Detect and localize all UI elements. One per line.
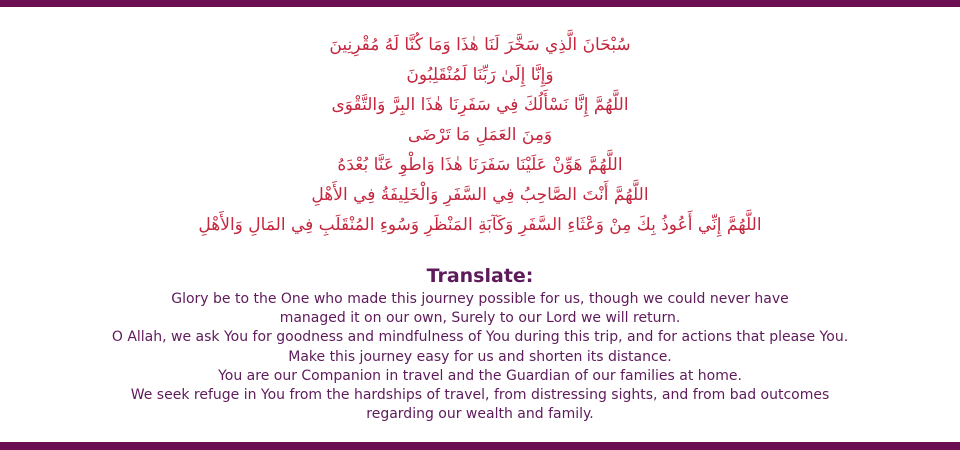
translation-line: O Allah, we ask You for goodness and mindfulness of You during this trip, and for actions that please You. <box>111 329 849 346</box>
arabic-line: اللَّهُمَّ أَنْتَ الصَّاحِبُ فِي السَّفَرِ وَالْخَلِيفَةُ فِي الأَهْلِ <box>311 185 649 205</box>
arabic-line: سُبْحَانَ الَّذِي سَخَّرَ لَنَا هٰذَا وَمَا كُنَّا لَهُ مُقْرِنِينَ <box>329 35 631 55</box>
arabic-dua-text <box>0 30 960 240</box>
translation-line: You are our Companion in travel and the Guardian of our families at home. <box>218 367 742 384</box>
arabic-line: وَإِنَّا إِلَىٰ رَبِّنَا لَمُنْقَلِبُونَ <box>406 65 554 85</box>
translation-line: Glory be to the One who made this journey possible for us, though we could never have <box>171 291 789 307</box>
translation-line: regarding our wealth and family. <box>366 406 594 423</box>
translation-line: managed it on our own, Surely to our Lord we will return. <box>279 310 681 327</box>
bottom-border-bar <box>0 442 960 450</box>
translation-text <box>0 290 960 424</box>
arabic-line: اللَّهُمَّ هَوِّنْ عَلَيْنَا سَفَرَنَا هٰذَا وَاطْوِ عَنَّا بُعْدَهُ <box>337 155 623 175</box>
arabic-line: اللَّهُمَّ إِنِّي أَعُوذُ بِكَ مِنْ وَعْثَاءِ السَّفَرِ وَكَآبَةِ المَنْظَرِ وَسُوءِ المُنْقَلَبِ فِي المَالِ وَالأَهْلِ <box>198 215 762 235</box>
arabic-line: اللَّهُمَّ إِنَّا نَسْأَلُكَ فِي سَفَرِنَا هٰذَا البِرَّ وَالتَّقْوَى <box>331 95 629 115</box>
translate-heading: Translate: <box>426 265 534 287</box>
top-border-bar <box>0 0 960 7</box>
translation-line: Make this journey easy for us and shorten its distance. <box>288 348 672 365</box>
translation-line: We seek refuge in You from the hardships of travel, from distressing sights, and from bad outcomes <box>130 386 830 403</box>
arabic-line: وَمِنَ العَمَلِ مَا تَرْضَى <box>407 125 553 145</box>
